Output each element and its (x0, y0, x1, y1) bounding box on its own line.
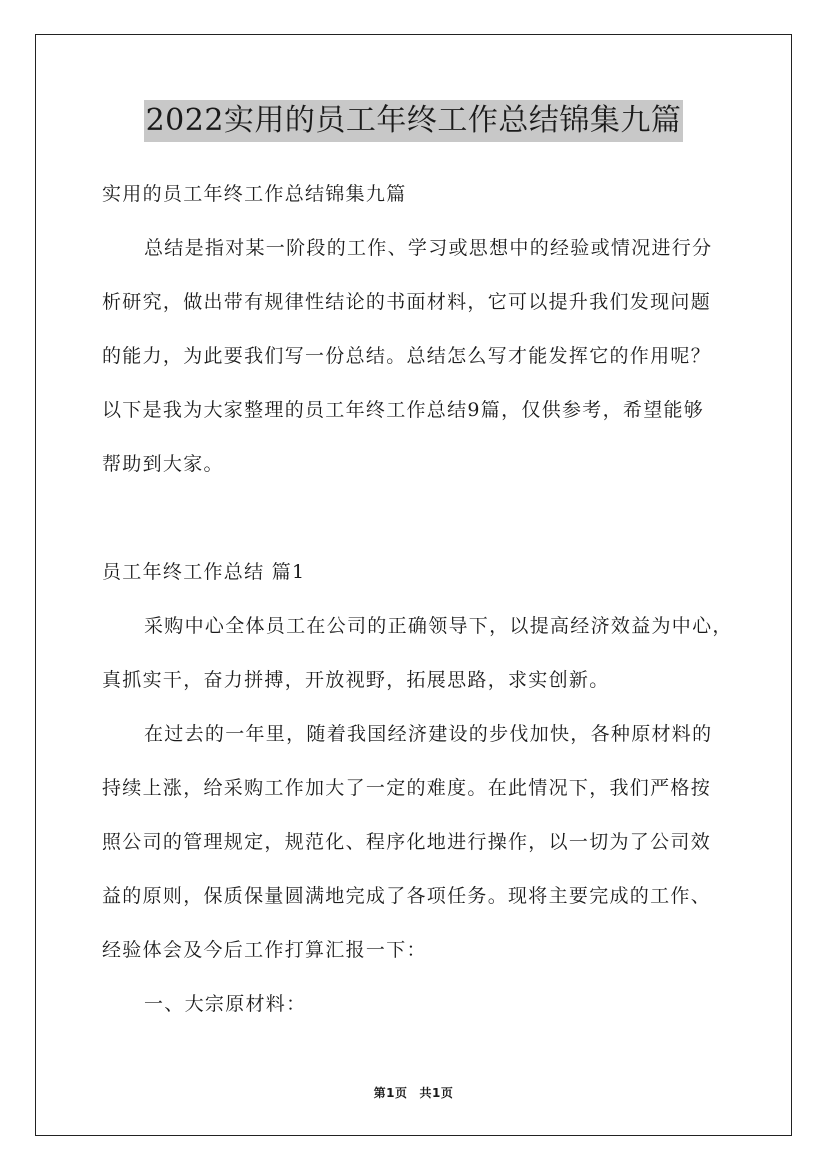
paragraph-line: 真抓实干，奋力拼搏，开放视野，拓展思路，求实创新。 (102, 669, 610, 691)
paragraph-line: 照公司的管理规定，规范化、程序化地进行操作，以一切为了公司效 (102, 831, 712, 853)
section-paragraph-1 (102, 612, 742, 720)
paragraph-line: 经验体会及今后工作打算汇报一下： (102, 939, 427, 961)
intro-line: 帮助到大家。 (102, 453, 224, 475)
section-heading: 员工年终工作总结 篇1 (102, 561, 306, 583)
intro-paragraph (102, 234, 742, 504)
paragraph-line: 采购中心全体员工在公司的正确领导下，以提高经济效益为中心， (144, 615, 733, 637)
document-subtitle: 实用的员工年终工作总结锦集九篇 (102, 183, 407, 205)
section-paragraph-2 (102, 720, 742, 990)
paragraph-line: 持续上涨，给采购工作加大了一定的难度。在此情况下，我们严格按 (102, 777, 712, 799)
page-number-current: 第1页 (373, 1086, 408, 1100)
paragraph-line: 在过去的一年里，随着我国经济建设的步伐加快，各种原材料的 (144, 723, 713, 745)
intro-line: 的能力，为此要我们写一份总结。总结怎么写才能发挥它的作用呢？ (102, 345, 712, 367)
intro-line: 总结是指对某一阶段的工作、学习或思想中的经验或情况进行分 (144, 237, 713, 259)
list-item-heading: 一、大宗原材料： (144, 993, 307, 1015)
page-number-total: 共1页 (419, 1086, 454, 1100)
document-title: 2022实用的员工年终工作总结锦集九篇 (144, 100, 684, 142)
intro-line: 以下是我为大家整理的员工年终工作总结9篇，仅供参考，希望能够 (102, 399, 705, 421)
intro-line: 析研究，做出带有规律性结论的书面材料，它可以提升我们发现问题 (102, 291, 712, 313)
page-footer (0, 1084, 827, 1101)
document-title-block (0, 100, 827, 142)
paragraph-line: 益的原则，保质保量圆满地完成了各项任务。现将主要完成的工作、 (102, 885, 712, 907)
document-body (102, 180, 742, 1018)
paragraph-gap (102, 504, 742, 558)
